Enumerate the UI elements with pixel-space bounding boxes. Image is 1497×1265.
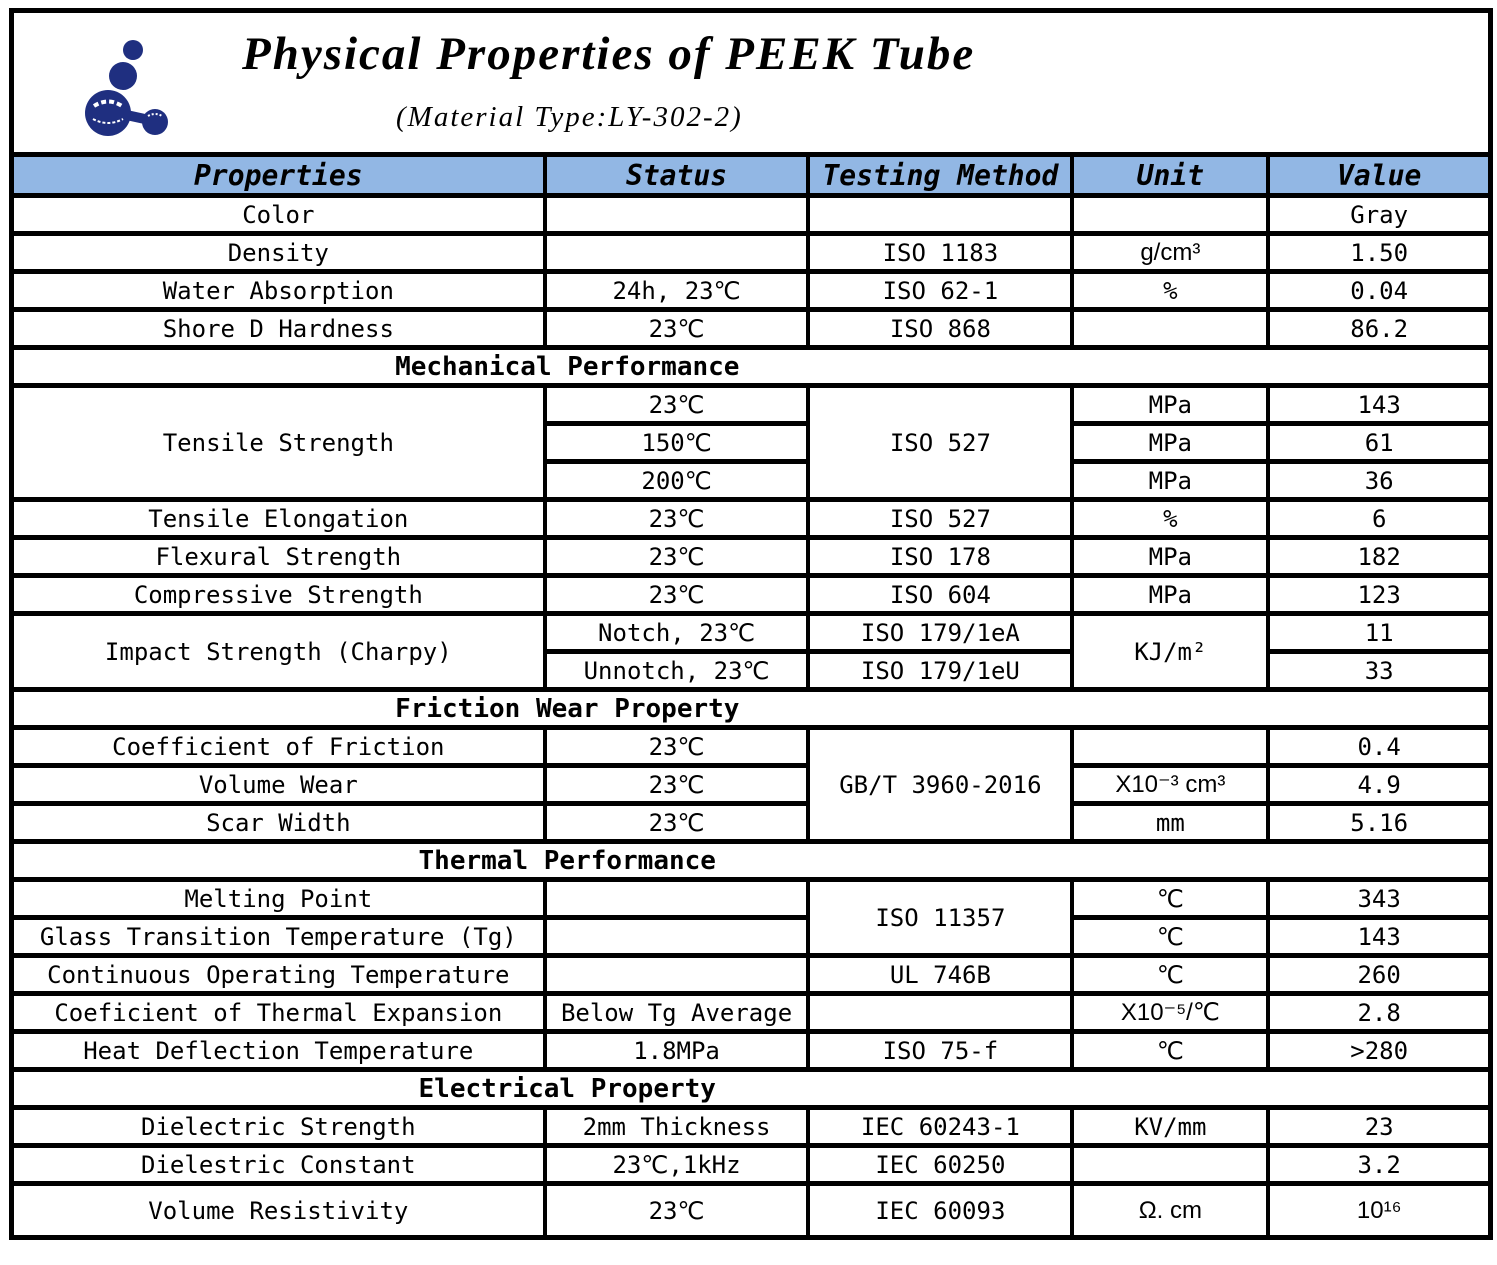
unit-cell: KV/mm — [1072, 1108, 1268, 1146]
testing-method-cell: ISO 868 — [808, 310, 1072, 348]
unit-cell: mm — [1072, 804, 1268, 842]
unit-cell — [1072, 1146, 1268, 1184]
table-row — [14, 994, 1488, 1032]
status-cell: 23℃ — [545, 804, 809, 842]
value-cell: 123 — [1268, 576, 1488, 614]
properties-cell: Tensile Elongation — [14, 500, 545, 538]
status-cell: 23℃ — [545, 538, 809, 576]
status-cell — [545, 196, 809, 234]
title-block — [14, 13, 1488, 152]
value-cell: 6 — [1268, 500, 1488, 538]
properties-cell: Water Absorption — [14, 272, 545, 310]
status-cell: 23℃ — [545, 766, 809, 804]
unit-cell: % — [1072, 272, 1268, 310]
properties-cell: Color — [14, 196, 545, 234]
status-cell — [545, 956, 809, 994]
testing-method-cell — [808, 994, 1072, 1032]
table-row — [14, 538, 1488, 576]
unit-cell: ℃ — [1072, 956, 1268, 994]
unit-cell: MPa — [1072, 424, 1268, 462]
unit-cell: g/cm³ — [1072, 234, 1268, 272]
value-cell: 343 — [1268, 880, 1488, 918]
unit-cell: MPa — [1072, 576, 1268, 614]
testing-method-cell: GB/T 3960-2016 — [808, 728, 1072, 842]
unit-cell: % — [1072, 500, 1268, 538]
table-row — [14, 1184, 1488, 1238]
properties-cell: Continuous Operating Temperature — [14, 956, 545, 994]
table-row — [14, 500, 1488, 538]
document-page — [9, 8, 1493, 1240]
column-header-value: Value — [1268, 155, 1488, 196]
value-cell: >280 — [1268, 1032, 1488, 1070]
value-cell: 4.9 — [1268, 766, 1488, 804]
unit-cell — [1072, 310, 1268, 348]
value-cell: 260 — [1268, 956, 1488, 994]
table-row — [14, 386, 1488, 424]
column-header-row — [14, 155, 1488, 196]
status-cell — [545, 880, 809, 918]
testing-method-cell: IEC 60250 — [808, 1146, 1072, 1184]
page-subtitle: (Material Type:LY-302-2) — [396, 101, 743, 133]
unit-cell: X10⁻⁵/℃ — [1072, 994, 1268, 1032]
unit-cell: MPa — [1072, 538, 1268, 576]
status-cell: 2mm Thickness — [545, 1108, 809, 1146]
table-row — [14, 1146, 1488, 1184]
table-row — [14, 196, 1488, 234]
status-cell — [545, 918, 809, 956]
value-cell: 1.50 — [1268, 234, 1488, 272]
unit-cell: MPa — [1072, 386, 1268, 424]
column-header-testing-method: Testing Method — [808, 155, 1072, 196]
testing-method-cell — [808, 196, 1072, 234]
value-cell: 61 — [1268, 424, 1488, 462]
properties-cell: Volume Resistivity — [14, 1184, 545, 1238]
section-title: Electrical Property — [418, 1073, 716, 1104]
value-cell: 23 — [1268, 1108, 1488, 1146]
properties-table — [14, 152, 1488, 1240]
table-row — [14, 1108, 1488, 1146]
testing-method-cell: UL 746B — [808, 956, 1072, 994]
status-cell: 23℃ — [545, 500, 809, 538]
status-cell: 24h, 23℃ — [545, 272, 809, 310]
section-row — [14, 348, 1488, 386]
table-row — [14, 614, 1488, 652]
section-title: Thermal Performance — [418, 845, 716, 876]
testing-method-cell: ISO 604 — [808, 576, 1072, 614]
unit-cell: Ω. cm — [1072, 1184, 1268, 1238]
section-title: Mechanical Performance — [395, 351, 740, 382]
value-cell: 86.2 — [1268, 310, 1488, 348]
properties-cell: Coeficient of Thermal Expansion — [14, 994, 545, 1032]
status-cell: Unnotch, 23℃ — [545, 652, 809, 690]
testing-method-cell: ISO 75-f — [808, 1032, 1072, 1070]
value-cell: 33 — [1268, 652, 1488, 690]
section-cell — [14, 348, 1488, 386]
status-cell: 23℃ — [545, 1184, 809, 1238]
table-row — [14, 880, 1488, 918]
properties-cell: Volume Wear — [14, 766, 545, 804]
testing-method-cell: ISO 179/1eA — [808, 614, 1072, 652]
testing-method-cell: IEC 60093 — [808, 1184, 1072, 1238]
testing-method-cell: ISO 527 — [808, 500, 1072, 538]
section-cell — [14, 1070, 1488, 1108]
table-row — [14, 310, 1488, 348]
table-row — [14, 766, 1488, 804]
testing-method-cell: ISO 527 — [808, 386, 1072, 500]
testing-method-cell: ISO 179/1eU — [808, 652, 1072, 690]
properties-cell: Flexural Strength — [14, 538, 545, 576]
status-cell: Notch, 23℃ — [545, 614, 809, 652]
status-cell: 23℃,1kHz — [545, 1146, 809, 1184]
value-cell: 0.4 — [1268, 728, 1488, 766]
properties-cell: Scar Width — [14, 804, 545, 842]
status-cell: 23℃ — [545, 386, 809, 424]
value-cell: 11 — [1268, 614, 1488, 652]
properties-cell: Melting Point — [14, 880, 545, 918]
section-title: Friction Wear Property — [395, 693, 740, 724]
value-cell: 143 — [1268, 386, 1488, 424]
status-cell: 150℃ — [545, 424, 809, 462]
company-logo — [60, 21, 190, 155]
status-cell: Below Tg Average — [545, 994, 809, 1032]
section-row — [14, 1070, 1488, 1108]
properties-cell: Tensile Strength — [14, 386, 545, 500]
table-row — [14, 918, 1488, 956]
value-cell: 5.16 — [1268, 804, 1488, 842]
value-cell: Gray — [1268, 196, 1488, 234]
section-cell — [14, 842, 1488, 880]
properties-cell: Heat Deflection Temperature — [14, 1032, 545, 1070]
status-cell: 23℃ — [545, 576, 809, 614]
table-row — [14, 956, 1488, 994]
table-row — [14, 804, 1488, 842]
page-title: Physical Properties of PEEK Tube — [242, 28, 976, 80]
unit-cell: MPa — [1072, 462, 1268, 500]
testing-method-cell: ISO 178 — [808, 538, 1072, 576]
unit-cell: ℃ — [1072, 880, 1268, 918]
table-row — [14, 272, 1488, 310]
unit-cell: X10⁻³ cm³ — [1072, 766, 1268, 804]
table-row — [14, 728, 1488, 766]
properties-cell: Coefficient of Friction — [14, 728, 545, 766]
testing-method-cell: ISO 11357 — [808, 880, 1072, 956]
properties-cell: Dielectric Strength — [14, 1108, 545, 1146]
column-header-properties: Properties — [14, 155, 545, 196]
status-cell: 23℃ — [545, 728, 809, 766]
properties-cell: Dielestric Constant — [14, 1146, 545, 1184]
value-cell: 143 — [1268, 918, 1488, 956]
testing-method-cell: ISO 62-1 — [808, 272, 1072, 310]
unit-cell: ℃ — [1072, 918, 1268, 956]
properties-cell: Glass Transition Temperature (Tg) — [14, 918, 545, 956]
table-row — [14, 234, 1488, 272]
status-cell: 23℃ — [545, 310, 809, 348]
column-header-status: Status — [545, 155, 809, 196]
value-cell: 3.2 — [1268, 1146, 1488, 1184]
testing-method-cell: IEC 60243-1 — [808, 1108, 1072, 1146]
properties-cell: Density — [14, 234, 545, 272]
unit-cell — [1072, 728, 1268, 766]
properties-cell: Impact Strength (Charpy) — [14, 614, 545, 690]
table-row — [14, 576, 1488, 614]
properties-cell: Compressive Strength — [14, 576, 545, 614]
table-row — [14, 1032, 1488, 1070]
properties-cell: Shore D Hardness — [14, 310, 545, 348]
value-cell: 0.04 — [1268, 272, 1488, 310]
section-row — [14, 842, 1488, 880]
section-row — [14, 690, 1488, 728]
unit-cell: KJ/m² — [1072, 614, 1268, 690]
status-cell — [545, 234, 809, 272]
testing-method-cell: ISO 1183 — [808, 234, 1072, 272]
section-cell — [14, 690, 1488, 728]
value-cell: 10¹⁶ — [1268, 1184, 1488, 1238]
value-cell: 2.8 — [1268, 994, 1488, 1032]
value-cell: 36 — [1268, 462, 1488, 500]
column-header-unit: Unit — [1072, 155, 1268, 196]
unit-cell — [1072, 196, 1268, 234]
value-cell: 182 — [1268, 538, 1488, 576]
status-cell: 1.8MPa — [545, 1032, 809, 1070]
unit-cell: ℃ — [1072, 1032, 1268, 1070]
status-cell: 200℃ — [545, 462, 809, 500]
molecule-logo-icon — [60, 21, 190, 151]
